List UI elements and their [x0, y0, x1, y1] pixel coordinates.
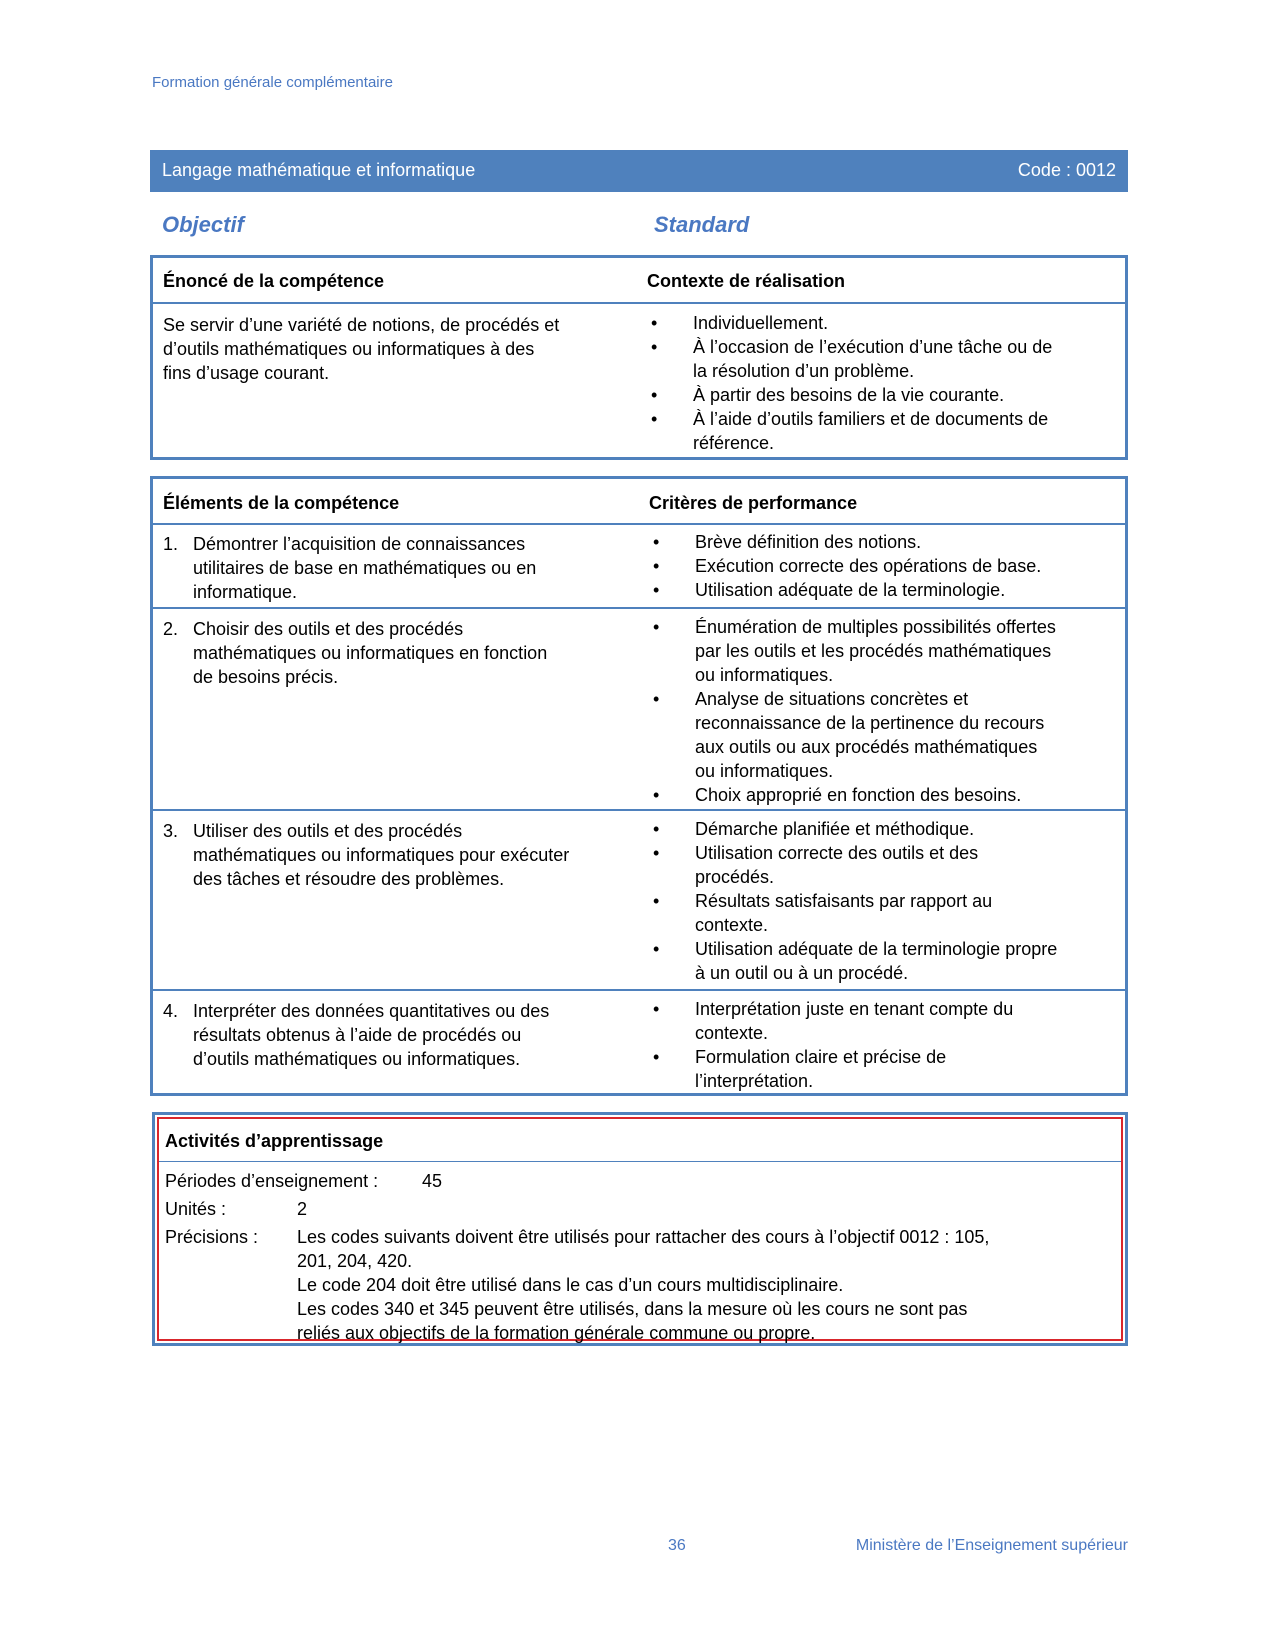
- criteria-list-2: [653, 615, 1123, 807]
- objective-banner: [150, 150, 1128, 192]
- criterion: • Utilisation adéquate de la terminologie.: [653, 578, 1123, 602]
- statement-line: fins d’usage courant.: [163, 363, 330, 383]
- footer-ministry: Ministère de l’Enseignement supérieur: [855, 1537, 1128, 1554]
- elements-table: [150, 476, 1128, 1096]
- context-item: • À l’occasion de l’exécution d’une tâche ou de la résolution d’un problème.: [651, 335, 1121, 383]
- criterion: • Résultats satisfaisants par rapport au contexte.: [653, 889, 1123, 937]
- element-2: 2. Choisir des outils et des procédés mathématiques ou informatiques en fonction de besoins précis.: [163, 619, 548, 687]
- precisions-label: Précisions :: [165, 1227, 259, 1247]
- context-item: • Individuellement.: [651, 311, 1121, 335]
- criterion: • Choix approprié en fonction des besoins.: [653, 783, 1123, 807]
- context-list: [651, 311, 1121, 455]
- page-number: 36: [668, 1537, 686, 1554]
- criteria-list-3: [653, 817, 1123, 985]
- context-header: Contexte de réalisation: [647, 271, 846, 291]
- precisions-text: Les codes suivants doivent être utilisés pour rattacher des cours à l’objectif 0012 : 105, 201, 204, 420. Le code 204 doit être utilisé dans le cas d’un cours multidisciplinaire. Les codes 340 et 345 peuvent être utilisés, dans la mesure où les cours ne sont pas reliés aux objectifs de la formation générale commune ou propre.: [297, 1227, 990, 1343]
- element-4: 4. Interpréter des données quantitatives ou des résultats obtenus à l’aide de procédés ou d’outils mathématiques ou informatiques.: [163, 1001, 550, 1069]
- objectif-label: Objectif: [162, 212, 244, 237]
- statement-line: Se servir d’une variété de notions, de procédés et: [163, 315, 560, 335]
- criteria-list-1: [653, 530, 1123, 602]
- criterion: • Analyse de situations concrètes et reconnaissance de la pertinence du recours aux outils ou aux procédés mathématiques ou informatiques.: [653, 687, 1123, 783]
- criterion: • Énumération de multiples possibilités offertes par les outils et les procédés mathématiques ou informatiques.: [653, 615, 1123, 687]
- periods-label: Périodes d’enseignement :: [165, 1171, 379, 1191]
- criteria-list-4: [653, 997, 1123, 1093]
- context-item: • À l’aide d’outils familiers et de documents de référence.: [651, 407, 1121, 455]
- activities-title: Activités d’apprentissage: [165, 1131, 384, 1151]
- criterion: • Utilisation correcte des outils et des procédés.: [653, 841, 1123, 889]
- standard-label: Standard: [654, 212, 750, 237]
- elements-header: Éléments de la compétence: [163, 493, 400, 513]
- element-1: 1. Démontrer l’acquisition de connaissances utilitaires de base en mathématiques ou en informatique.: [163, 534, 537, 602]
- criterion: • Formulation claire et précise de l’interprétation.: [653, 1045, 1123, 1093]
- competence-table: [150, 255, 1128, 460]
- objective-title: Langage mathématique et informatique: [162, 160, 476, 180]
- learning-activities-box: [152, 1112, 1128, 1346]
- statement-line: d’outils mathématiques ou informatiques à des: [163, 339, 535, 359]
- criterion: • Interprétation juste en tenant compte du contexte.: [653, 997, 1123, 1045]
- criteria-header: Critères de performance: [649, 493, 858, 513]
- context-item: • À partir des besoins de la vie courante.: [651, 383, 1121, 407]
- objective-code: Code : 0012: [1017, 160, 1116, 180]
- units-value: 2: [297, 1199, 308, 1219]
- element-3: 3. Utiliser des outils et des procédés mathématiques ou informatiques pour exécuter des tâches et résoudre des problèmes.: [163, 821, 570, 889]
- criterion: • Brève définition des notions.: [653, 530, 1123, 554]
- criterion: • Exécution correcte des opérations de base.: [653, 554, 1123, 578]
- competence-statement: [163, 313, 633, 385]
- criterion: • Démarche planifiée et méthodique.: [653, 817, 1123, 841]
- running-head: Formation générale complémentaire: [152, 74, 393, 91]
- units-label: Unités :: [165, 1199, 227, 1219]
- criterion: • Utilisation adéquate de la terminologie propre à un outil ou à un procédé.: [653, 937, 1123, 985]
- periods-value: 45: [422, 1171, 443, 1191]
- statement-header: Énoncé de la compétence: [163, 271, 385, 291]
